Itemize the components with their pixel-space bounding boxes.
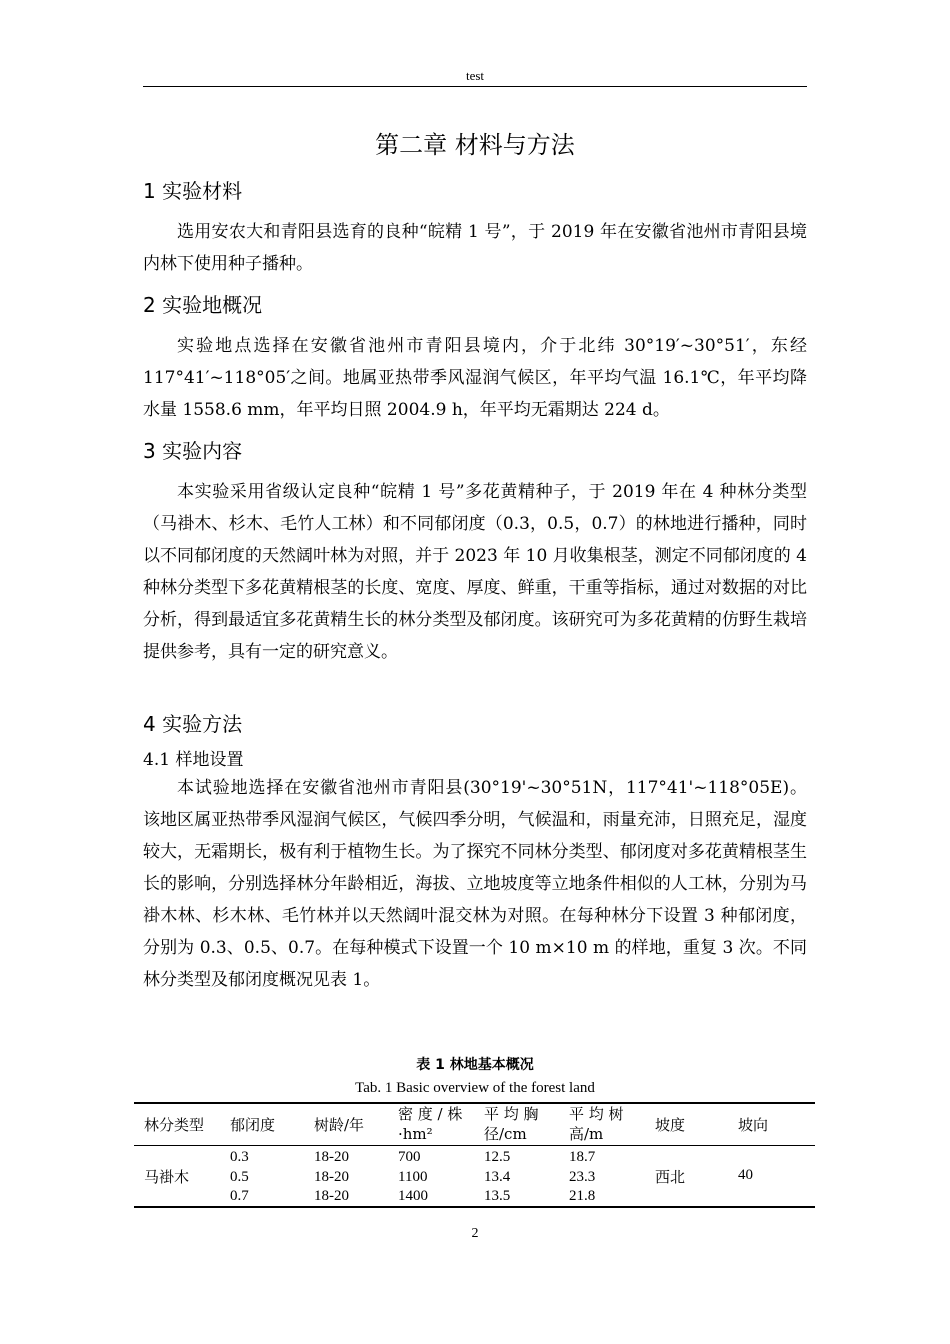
table-header-rule [134, 1145, 815, 1146]
table-cell: 700 [398, 1149, 421, 1165]
page-number: 2 [471, 1226, 479, 1241]
section-paragraph-1: 选用安农大和青阳县选育的良种“皖精 1 号”，于 2019 年在安徽省池州市青阳县境内林下使用种子播种。 [143, 222, 807, 274]
table-cell: 0.7 [230, 1188, 249, 1204]
table-header-cell: 林分类型 [144, 1116, 205, 1134]
table-aspect-cell: 40 [738, 1167, 753, 1183]
table-header-cell: 密 度 / 株 ·hm² [398, 1105, 463, 1143]
section-paragraph-3: 本实验采用省级认定良种“皖精 1 号”多花黄精种子，于 2019 年在 4 种林分类型（马褂木、杉木、毛竹人工林）和不同郁闭度（0.3，0.5，0.7）的林地进行播种，同时以不同郁闭度的天然阔叶林为对照，并于 2023 年 10 月收集根茎，测定不同郁闭度的 4 种林分类型下多花黄精根茎的长度、宽度、厚度、鲜重，干重等指标，通过对数据的对比分析，得到最适宜多花黄精生长的林分类型及郁闭度。该研究可为多花黄精的仿野生栽培提供参考，具有一定的研究意义。 [143, 482, 807, 662]
header-rule [143, 86, 807, 87]
table-cell: 12.5 [484, 1149, 511, 1165]
table-header-cell: 坡度 [655, 1116, 686, 1134]
table-cell: 1400 [398, 1188, 428, 1204]
table-bottom-rule [134, 1206, 815, 1208]
table-cell: 23.3 [569, 1169, 596, 1185]
table-header-cell: 郁闭度 [230, 1116, 276, 1134]
chapter-title: 第二章 材料与方法 [375, 131, 575, 159]
table-cell: 13.4 [484, 1169, 511, 1185]
section-paragraph-4: 本试验地选择在安徽省池州市青阳县(30°19'~30°51N，117°41'~118°05E)。该地区属亚热带季风湿润气候区，气候四季分明，气候温和，雨量充沛，日照充足，湿度较大，无霜期长，极有利于植物生长。为了探究不同林分类型、郁闭度对多花黄精根茎生长的影响，分别选择林分年龄相近，海拔、立地坡度等立地条件相似的人工林，分别为马褂木林、杉木林、毛竹林并以天然阔叶混交林为对照。在每种林分下设置 3 种郁闭度，分别为 0.3、0.5、0.7。在每种模式下设置一个 10 m×10 m 的样地，重复 3 次。不同林分类型及郁闭度概况见表 1。 [143, 778, 807, 990]
table-cell: 18-20 [314, 1188, 349, 1204]
table-caption-cn: 表 1 林地基本概况 [416, 1057, 534, 1073]
table-top-rule [134, 1102, 815, 1104]
table-cell: 13.5 [484, 1188, 511, 1204]
table-cell: 18-20 [314, 1149, 349, 1165]
table-caption-en: Tab. 1 Basic overview of the forest land [355, 1080, 595, 1096]
section-heading-3: 3 实验内容 [143, 439, 243, 463]
table-cell: 0.3 [230, 1149, 249, 1165]
section-heading-2: 2 实验地概况 [143, 293, 263, 317]
table-cell: 21.8 [569, 1188, 596, 1204]
table-header-cell: 平 均 树 高/m [569, 1105, 624, 1143]
table-header-cell: 坡向 [738, 1116, 769, 1134]
table-cell: 18-20 [314, 1169, 349, 1185]
section-heading-4: 4 实验方法 [143, 712, 243, 736]
table-header-cell: 平 均 胸 径/cm [484, 1105, 539, 1143]
table-group-label: 马褂木 [144, 1168, 190, 1186]
table-header-cell: 树龄/年 [314, 1116, 365, 1134]
subsection-heading-4-1: 4.1 样地设置 [143, 750, 244, 770]
table-cell: 18.7 [569, 1149, 596, 1165]
running-header: test [465, 68, 485, 83]
section-paragraph-2: 实验地点选择在安徽省池州市青阳县境内，介于北纬 30°19′~30°51′，东经 117°41′~118°05′之间。地属亚热带季风湿润气候区，年平均气温 16.1℃，年平均降水量 1558.6 mm，年平均日照 2004.9 h，年平均无霜期达 224 d。 [143, 336, 807, 420]
table-slope-cell: 西北 [655, 1168, 686, 1186]
table-cell: 0.5 [230, 1169, 249, 1185]
table-cell: 1100 [398, 1169, 428, 1185]
section-heading-1: 1 实验材料 [143, 179, 243, 203]
